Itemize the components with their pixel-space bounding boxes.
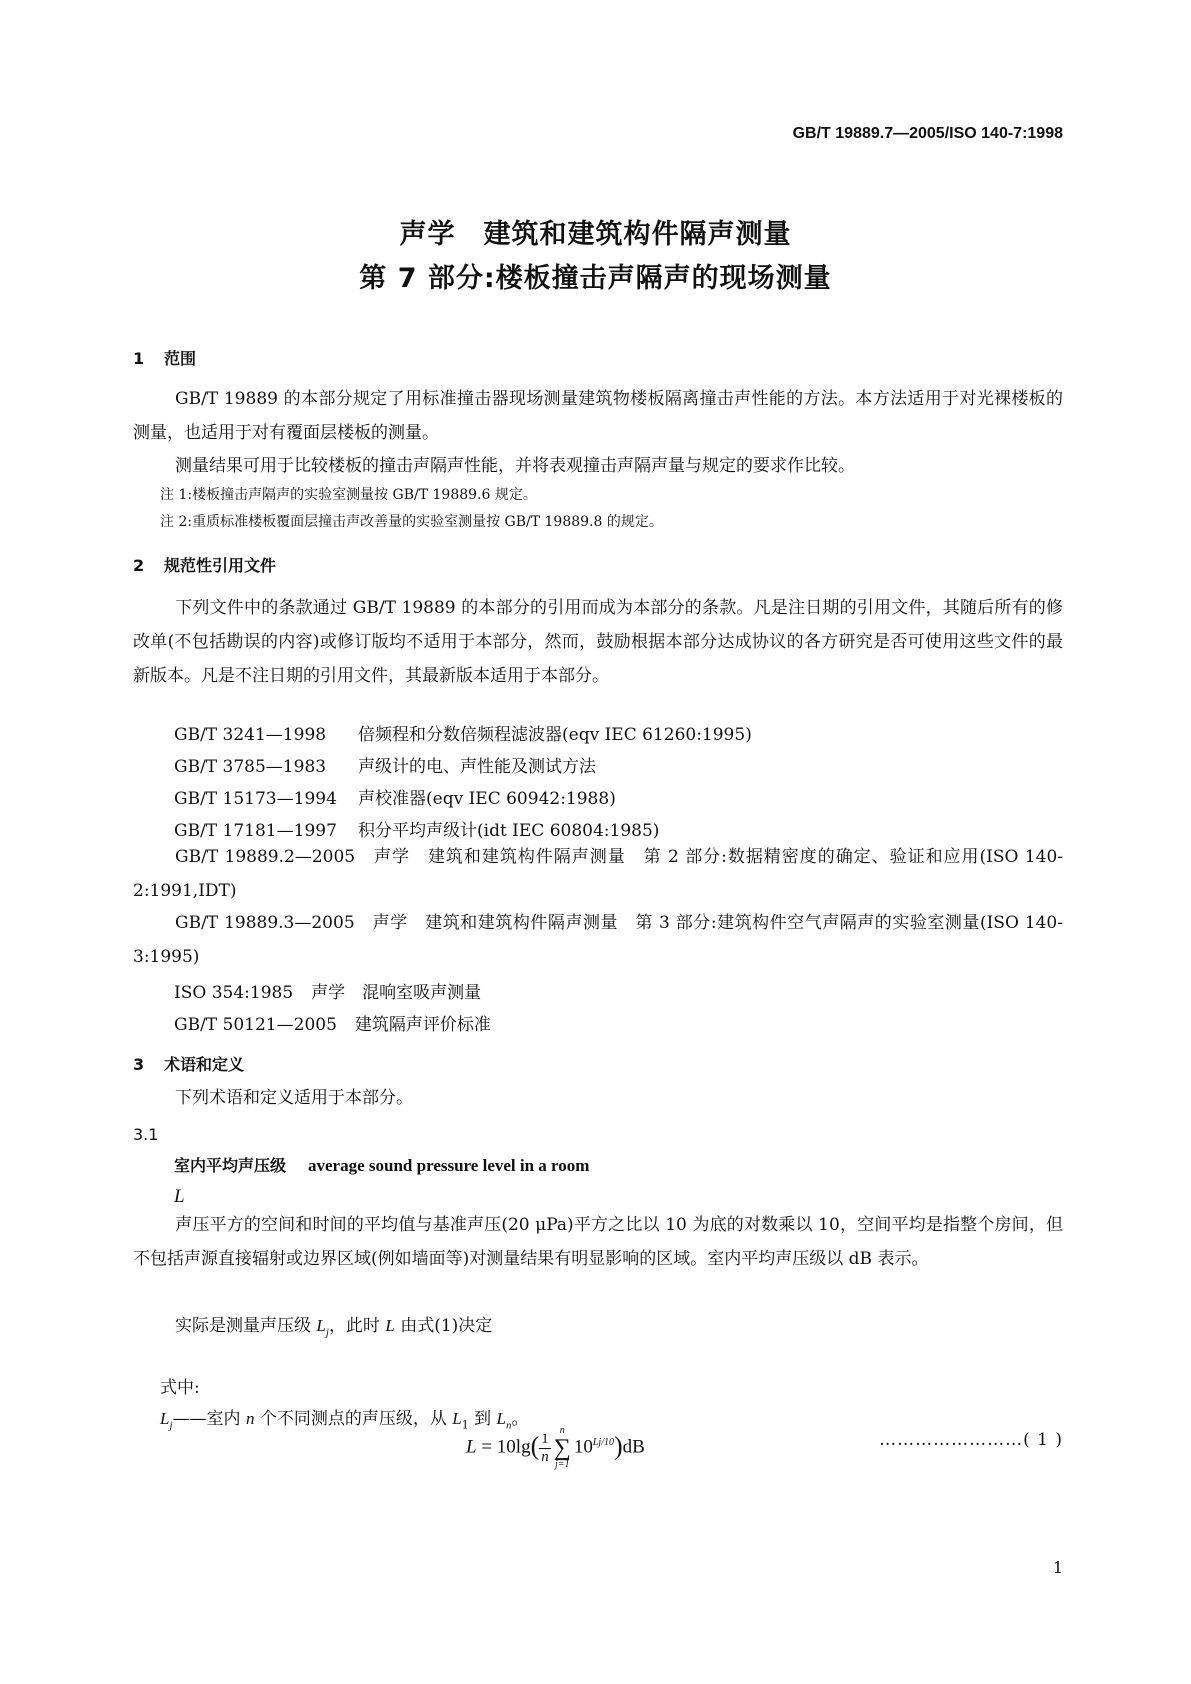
paragraph-text: 声压平方的空间和时间的平均值与基准声压(20 μPa)平方之比以 10 为底的对数乘以 10，空间平均是指整个房间，但不包括声源直接辐射或边界区域(例如墙面等)对测量结果有明显影响的区域。室内平均声压级以 dB 表示。 — [133, 1215, 1063, 1269]
symbol-L: L — [385, 1316, 395, 1335]
section-2-paragraph-1 — [133, 591, 1063, 693]
sum-lower-limit: j=1 — [555, 1459, 570, 1470]
reference-code: GB/T 3241—1998 — [174, 725, 327, 745]
fraction — [539, 1431, 551, 1466]
symbol-subscript: 1 — [461, 1418, 469, 1432]
section-3-paragraph-1 — [133, 1081, 1063, 1115]
paragraph-text: 下列术语和定义适用于本部分。 — [175, 1088, 413, 1108]
actual-measurement-paragraph — [133, 1309, 492, 1349]
note-1: 注 1:楼板撞击声隔声的实验室测量按 GB/T 19889.6 规定。 — [160, 487, 537, 503]
reference-title: 声校准器(eqv IEC 60942:1988) — [358, 789, 616, 809]
section-title: 范围 — [164, 349, 197, 368]
reference-title: 声级计的电、声性能及测试方法 — [358, 757, 596, 777]
term-definition — [133, 1208, 1063, 1276]
reference-code: GB/T 17181—1997 — [174, 821, 337, 841]
reference-item — [174, 816, 659, 841]
page-number: 1 — [1052, 1558, 1063, 1577]
reference-title: 声学 混响室吸声测量 — [311, 983, 482, 1003]
section-title: 术语和定义 — [164, 1055, 245, 1074]
document-title-line1: 声学 建筑和建筑构件隔声测量 — [399, 219, 792, 250]
note-2: 注 2:重质标准楼板覆面层撞击声改善量的实验室测量按 GB/T 19889.8 的规定。 — [160, 514, 663, 530]
paragraph-text: ，此时 — [328, 1316, 386, 1336]
paragraph-text: 下列文件中的条款通过 GB/T 19889 的本部分的引用而成为本部分的条款。凡是注日期的引用文件，其随后所有的修改单(不包括勘误的内容)或修订版均不适用于本部分，然而，鼓励根据本部分达成协议的各方研究是否可使用这些文件的最新版本。凡是不注日期的引用文件，其最新版本适用于本部分。 — [133, 598, 1063, 686]
symbol-subscript: j — [169, 1419, 173, 1432]
term-heading — [174, 1153, 589, 1176]
section-1-paragraph-2 — [133, 449, 1063, 483]
symbol-subscript: n — [506, 1419, 512, 1432]
formula-eq: = 10lg — [481, 1436, 531, 1458]
sigma-icon: ∑ — [553, 1435, 571, 1461]
term-english: average sound pressure level in a room — [308, 1156, 590, 1175]
symbol-L: L — [496, 1409, 506, 1428]
reference-item-wrapped — [133, 840, 1063, 908]
symbol-L: L — [160, 1409, 170, 1428]
symbol-n: n — [245, 1409, 255, 1428]
reference-code: GB/T 50121—2005 — [174, 1015, 337, 1035]
definition-text: ——室内 — [172, 1409, 246, 1429]
where-label: 式中: — [160, 1378, 200, 1398]
sum-upper-limit: n — [559, 1425, 565, 1436]
section-number: 3 — [133, 1055, 145, 1074]
reference-text: GB/T 19889.3—2005 声学 建筑和建筑构件隔声测量 第 3 部分:建筑构件空气声隔声的实验室测量(ISO 140-3:1995) — [133, 913, 1063, 967]
definition-text: 到 — [468, 1409, 497, 1429]
document-title-line2: 第 7 部分:楼板撞击声隔声的现场测量 — [359, 263, 832, 294]
definition-text: 。 — [511, 1409, 529, 1429]
section-3-heading — [133, 1052, 244, 1075]
close-paren: ) — [613, 1431, 623, 1461]
formula-lhs: L — [466, 1436, 477, 1458]
reference-item — [174, 752, 596, 777]
formula-unit: dB — [622, 1436, 645, 1458]
symbol-L: L — [452, 1409, 462, 1428]
standard-number: GB/T 19889.7—2005/ISO 140-7:1998 — [792, 125, 1063, 142]
term-symbol: L — [174, 1186, 185, 1207]
reference-item — [174, 784, 616, 809]
reference-code: GB/T 15173—1994 — [174, 789, 337, 809]
reference-item — [174, 978, 481, 1003]
reference-text: GB/T 19889.2—2005 声学 建筑和建筑构件隔声测量 第 2 部分:数据精密度的确定、验证和应用(ISO 140-2:1991,IDT) — [133, 847, 1063, 901]
formula-1 — [466, 1425, 645, 1471]
section-2-heading — [133, 553, 276, 576]
open-paren: ( — [530, 1431, 540, 1461]
where-definition — [160, 1404, 529, 1431]
reference-item — [174, 1010, 491, 1035]
section-number: 1 — [133, 349, 145, 368]
section-1-heading — [133, 346, 196, 369]
symbol-L: L — [316, 1316, 326, 1335]
reference-title: 倍频程和分数倍频程滤波器(eqv IEC 61260:1995) — [358, 725, 752, 745]
section-title: 规范性引用文件 — [164, 556, 277, 575]
summation — [554, 1425, 571, 1471]
paragraph-text: 由式(1)决定 — [394, 1316, 493, 1336]
reference-item — [174, 720, 752, 745]
reference-code: GB/T 3785—1983 — [174, 757, 327, 777]
formula-number: ……………………( 1 ) — [879, 1430, 1063, 1450]
paragraph-text: 实际是测量声压级 — [175, 1316, 317, 1336]
paragraph-text: GB/T 19889 的本部分规定了用标准撞击器现场测量建筑物楼板隔离撞击声性能的方法。本方法适用于对光裸楼板的测量，也适用于对有覆面层楼板的测量。 — [133, 389, 1063, 443]
reference-title: 建筑隔声评价标准 — [354, 1015, 491, 1035]
term-base: 10 — [573, 1436, 593, 1458]
reference-item-wrapped — [133, 906, 1063, 974]
fraction-denominator: n — [541, 1448, 549, 1465]
reference-title: 积分平均声级计(idt IEC 60804:1985) — [358, 821, 660, 841]
reference-code: ISO 354:1985 — [174, 983, 294, 1003]
section-number: 2 — [133, 556, 145, 575]
subsection-number: 3.1 — [133, 1125, 159, 1144]
symbol-subscript: j — [325, 1326, 329, 1339]
section-1-paragraph-1 — [133, 382, 1063, 450]
term-chinese: 室内平均声压级 — [174, 1156, 287, 1175]
fraction-numerator: 1 — [541, 1430, 549, 1447]
term-exponent: Lj/10 — [592, 1437, 614, 1449]
paragraph-text: 测量结果可用于比较楼板的撞击声隔声性能，并将表观撞击声隔声量与规定的要求作比较。 — [175, 456, 855, 476]
definition-text: 个不同测点的声压级，从 — [254, 1409, 453, 1429]
